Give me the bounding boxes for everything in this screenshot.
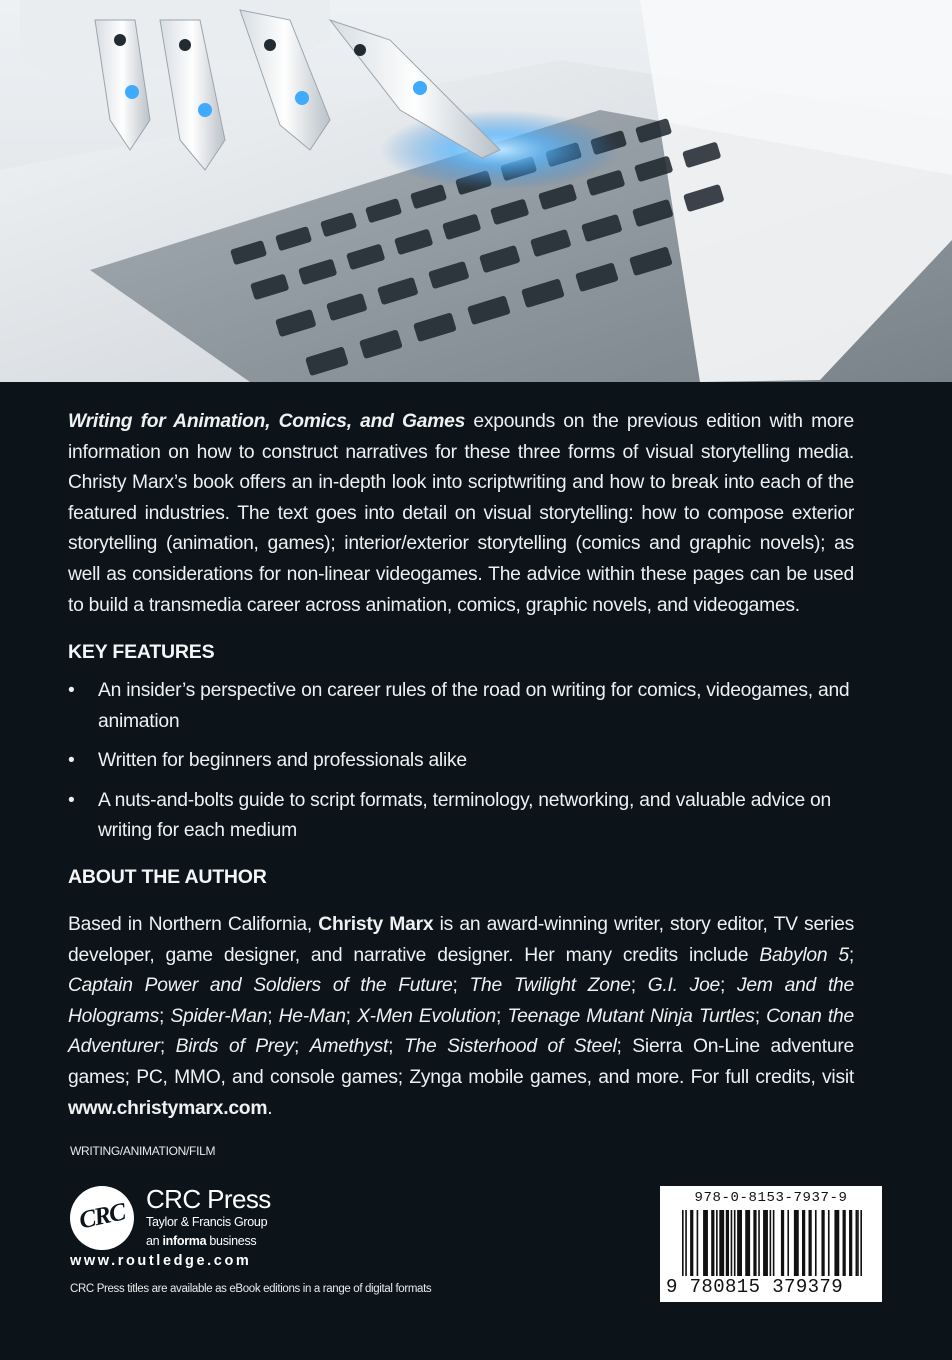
publisher-group: Taylor & Francis Group: [146, 1215, 268, 1229]
barcode-digits: 9 780815 379379: [666, 1276, 844, 1298]
barcode-bar: [726, 1210, 729, 1276]
list-item: • An insider’s perspective on career rules of the road on writing for comics, videogames, and animation: [68, 676, 854, 737]
barcode-bar: [857, 1210, 859, 1276]
barcode-bar: [719, 1210, 724, 1276]
barcode-bar: [787, 1210, 789, 1276]
cover-photo: [0, 0, 952, 382]
barcode-bar: [682, 1210, 684, 1276]
publisher-business: an informa business: [146, 1234, 257, 1248]
barcode-bar: [849, 1210, 852, 1276]
bullet-icon: •: [68, 789, 75, 811]
about-author-heading: ABOUT THE AUTHOR: [68, 866, 267, 888]
barcode-bar: [703, 1210, 708, 1276]
barcode-bar: [685, 1210, 687, 1276]
barcode-bar: [770, 1210, 772, 1276]
bullet-icon: •: [68, 750, 75, 772]
list-item: • Written for beginners and professionals alike: [68, 746, 854, 777]
book-description-text: expounds on the previous edition with more information on how to construct narratives for these three forms of visual storytelling media. Christy Marx’s book offers an in-depth look into scriptwriting and how to break into each of the featured industries. The text goes into detail on visual storytelling: how to compose exterior storytelling (animation, games); interior/exterior storytelling (comics and graphic novels); as well as considerations for non-linear videogames. The advice within these pages can be used to build a transmedia career across animation, comics, graphic novels, and videogames.: [68, 411, 854, 616]
isbn-barcode: [660, 1186, 882, 1302]
barcode-bar: [815, 1210, 817, 1276]
barcode-bar: [794, 1210, 799, 1276]
book-title: Writing for Animation, Comics, and Games: [68, 411, 466, 432]
barcode-bar: [808, 1210, 811, 1276]
barcode-bar: [843, 1210, 846, 1276]
book-category: WRITING/ANIMATION/FILM: [70, 1144, 216, 1158]
barcode-bar: [697, 1210, 699, 1276]
barcode-bar: [802, 1210, 805, 1276]
barcode-bar: [716, 1210, 718, 1276]
barcode-bar: [828, 1210, 830, 1276]
barcode-bar: [745, 1210, 750, 1276]
list-item: • A nuts-and-bolts guide to script formats, terminology, networking, and valuable advice on writing for each medium: [68, 786, 854, 847]
publisher-website: www.routledge.com: [70, 1253, 252, 1269]
barcode-bar: [753, 1210, 756, 1276]
crc-logo-icon: CRC: [70, 1186, 134, 1250]
key-features-list: [68, 676, 854, 856]
barcode-bar: [734, 1210, 736, 1276]
barcode-bar: [711, 1210, 714, 1276]
ebook-note: CRC Press titles are available as eBook editions in a range of digital formats: [70, 1283, 432, 1295]
publisher-name: CRC Press: [146, 1184, 271, 1214]
isbn-number: 978-0-8153-7937-9: [694, 1190, 848, 1206]
barcode-bar: [860, 1210, 862, 1276]
barcode-bar: [821, 1210, 824, 1276]
book-description: [68, 407, 854, 621]
author-bio: Based in Northern California, Christy Marx is an award-winning writer, story editor, TV series developer, game designer, and narrative designer. Her many credits include Babylon 5; Captain Power and Soldiers of the Future; The Twilight Zone; G.I. Joe; Jem and the Holograms; Spider-Man; He-Man; X-Men Evolution; Teenage Mutant Ninja Turtles; Conan the Adventurer; Birds of Prey; Amethyst; The Sisterhood of Steel; Sierra On-Line adventure games; PC, MMO, and console games; Zynga mobile games, and more. For full credits, visit www.christymarx.com.: [68, 914, 854, 1119]
bullet-icon: •: [68, 680, 75, 701]
barcode-bar: [690, 1210, 693, 1276]
barcode-bar: [834, 1210, 839, 1276]
key-features-heading: KEY FEATURES: [68, 641, 215, 663]
barcode-bar: [856, 1210, 858, 1276]
robot-hand-laptop-illustration: [0, 0, 952, 382]
barcode-icon: [682, 1210, 862, 1276]
barcode-bar: [773, 1210, 775, 1276]
barcode-bar: [737, 1210, 742, 1276]
barcode-bar: [758, 1210, 760, 1276]
barcode-bar: [781, 1210, 784, 1276]
barcode-bar: [731, 1210, 733, 1276]
barcode-bar: [763, 1210, 768, 1276]
